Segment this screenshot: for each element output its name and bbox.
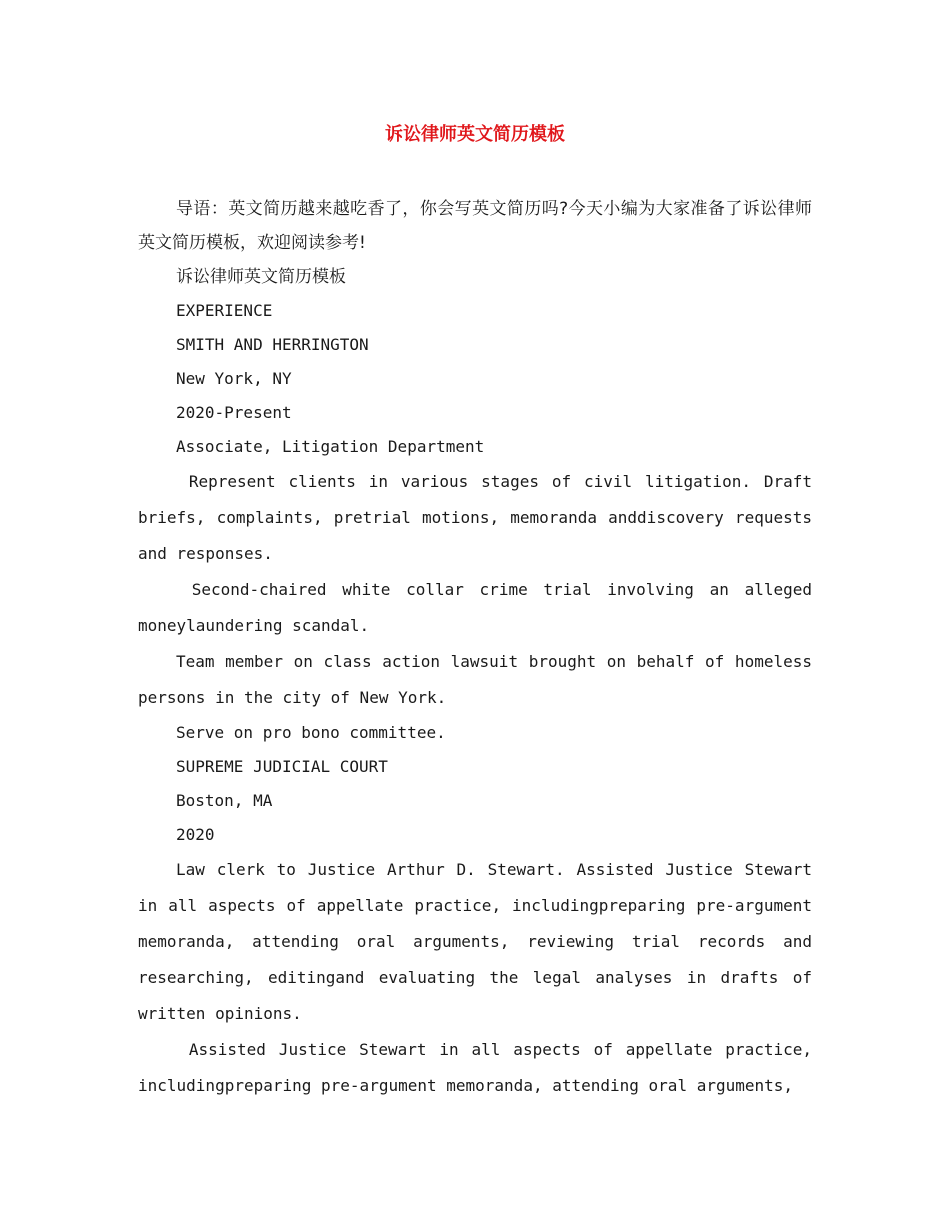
resume-subtitle: 诉讼律师英文简历模板 xyxy=(176,267,346,287)
job1-position: Associate, Litigation Department xyxy=(176,437,485,456)
document-title: 诉讼律师英文简历模板 xyxy=(385,124,565,145)
job1-bullet-1: Represent clients in various stages of civil litigation. Draft briefs, complaints, pretrial motions, memoranda anddiscovery requests and responses. xyxy=(138,472,822,563)
job2-description: Law clerk to Justice Arthur D. Stewart. Assisted Justice Stewart in all aspects of appellate practice, includingpreparing pre-argument memoranda, attending oral arguments, reviewing trial records and researching, editingand evaluating the legal analyses in drafts of written opinions. xyxy=(138,860,822,1023)
job1-location: New York, NY xyxy=(176,369,292,388)
job2-employer: SUPREME JUDICIAL COURT xyxy=(176,757,388,776)
job2-description-continued: Assisted Justice Stewart in all aspects of appellate practice, includingpreparing pre-argument memoranda, attending oral arguments, xyxy=(138,1040,822,1095)
job1-bullet-3: Team member on class action lawsuit brought on behalf of homeless persons in the city of New York. xyxy=(138,652,822,707)
job1-dates: 2020-Present xyxy=(176,403,292,422)
document-body xyxy=(138,124,822,1104)
job1-bullet-4: Serve on pro bono committee. xyxy=(176,723,446,742)
job1-bullet-2: Second-chaired white collar crime trial involving an alleged moneylaundering scandal. xyxy=(138,580,822,635)
intro-paragraph: 导语：英文简历越来越吃香了，你会写英文简历吗?今天小编为大家准备了诉讼律师英文简历模板，欢迎阅读参考! xyxy=(138,199,812,253)
section-heading-experience: EXPERIENCE xyxy=(176,301,273,320)
job2-dates: 2020 xyxy=(176,825,215,844)
job1-employer: SMITH AND HERRINGTON xyxy=(176,335,369,354)
job2-location: Boston, MA xyxy=(176,791,273,810)
